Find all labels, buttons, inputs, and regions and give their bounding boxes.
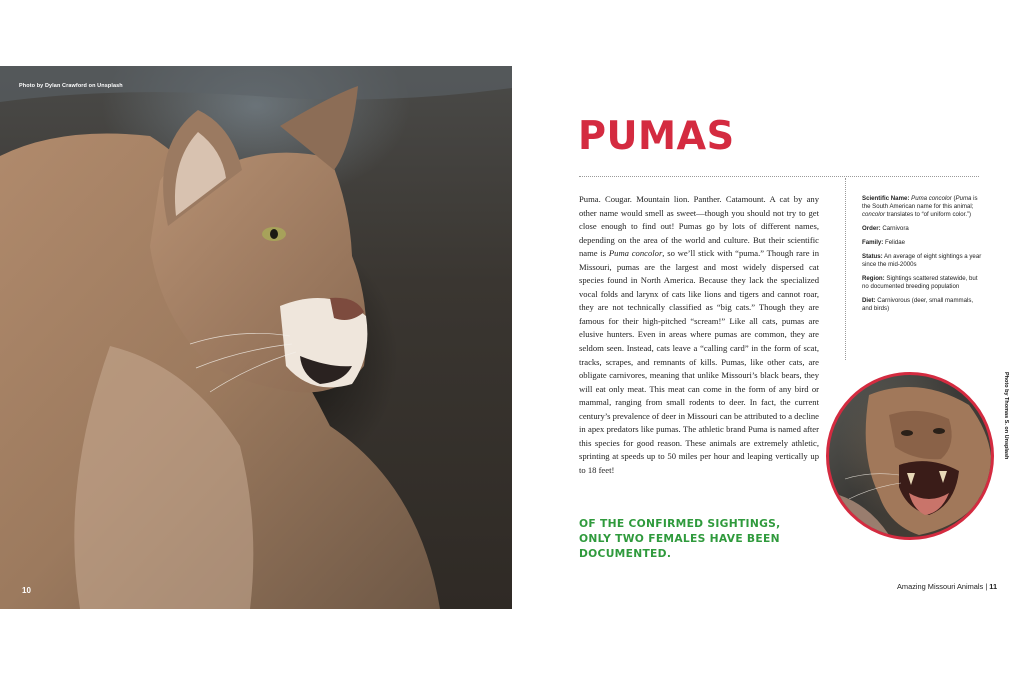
fact-value: Felidae <box>885 239 906 246</box>
body-text <box>579 193 819 477</box>
photo-credit: Photo by Dylan Crawford on Unsplash <box>19 83 123 89</box>
fact-label: Status: <box>862 253 883 260</box>
fact-value: Sightings scattered statewide, but no documented breeding population <box>862 275 978 290</box>
fact-label: Scientific Name: <box>862 195 910 202</box>
fact-status <box>862 253 982 269</box>
page-number: 11 <box>989 582 998 591</box>
page-footer <box>897 582 997 591</box>
fact-label: Family: <box>862 239 884 246</box>
fact-value: Puma concolor <box>911 195 952 202</box>
fact-label: Region: <box>862 275 885 282</box>
fact-region <box>862 275 982 291</box>
puma-illustration <box>0 66 512 609</box>
fact-value: Carnivora <box>882 225 909 232</box>
fact-family <box>862 239 982 247</box>
fact-note: Puma <box>955 195 972 202</box>
pull-quote: OF THE CONFIRMED SIGHTINGS, ONLY TWO FEMALES HAVE BEEN DOCUMENTED. <box>579 517 781 561</box>
fact-note: concolor <box>862 211 886 218</box>
photo-credit: Photo by Thomas S. on Unsplash <box>1003 372 1009 460</box>
fact-sidebar <box>862 195 982 319</box>
page-number: 10 <box>22 586 31 595</box>
page-title: PUMAS <box>578 114 735 159</box>
fact-value: Carnivorous (deer, small mammals, and birds) <box>862 297 974 312</box>
snarling-puma-photo <box>826 372 994 540</box>
snarling-puma-illustration <box>829 375 991 537</box>
footer-separator: | <box>983 582 990 591</box>
footer-title: Amazing Missouri Animals <box>897 582 984 591</box>
fact-value: An average of eight sightings a year since the mid-2000s <box>862 253 982 268</box>
dotted-column-divider <box>845 178 846 360</box>
body-text-part: Puma. Cougar. Mountain lion. Panther. Catamount. A cat by any other name would smell as sweet—though you should not try to get close enough to find out! Pumas go by lots of different names, depending on the area of the world and culture. But their scientific name is <box>579 194 819 259</box>
fact-diet <box>862 297 982 313</box>
body-text-part: , so we’ll stick with “puma.” Though rare in Missouri, pumas are the largest and most widely dispersed cat species found in North America. Because they lack the specialized vocal folds and larynx of cats like lions and tigers and cannot roar, they are not technically classified as “big cats.” Though they are famous for their high-pitched “scream!” Like all cats, pumas are elusive hunters. Even in areas where pumas are common, they are seldom seen. Instead, cats leave a “calling card” in the form of scat, tracks, scrapes, and remnants of kills. Pumas, like other cats, are obligate carnivores, meaning that unlike Missouri’s black bears, they will eat only meat. This meat can come in the form of any bird or mammal, ranging from small rodents to deer. In fact, the current century’s prevalence of deer in Missouri can be attributed to a decline in apex predators like pumas. The athletic brand Puma is named after this species for good reason. These animals are extremely athletic, sprinting at speeds up to 50 miles per hour and leaping vertically up to 18 feet! <box>579 248 819 475</box>
fact-label: Order: <box>862 225 881 232</box>
body-text-italic: Puma concolor <box>608 248 663 259</box>
puma-photo <box>0 66 512 609</box>
fact-scientific-name <box>862 195 982 219</box>
fact-order <box>862 225 982 233</box>
fact-label: Diet: <box>862 297 876 304</box>
fact-note: is the South American name for this animal; <box>862 195 978 210</box>
dotted-rule <box>579 176 979 177</box>
fact-note: ( <box>953 195 956 202</box>
fact-note: translates to “of uniform color.”) <box>885 211 972 218</box>
